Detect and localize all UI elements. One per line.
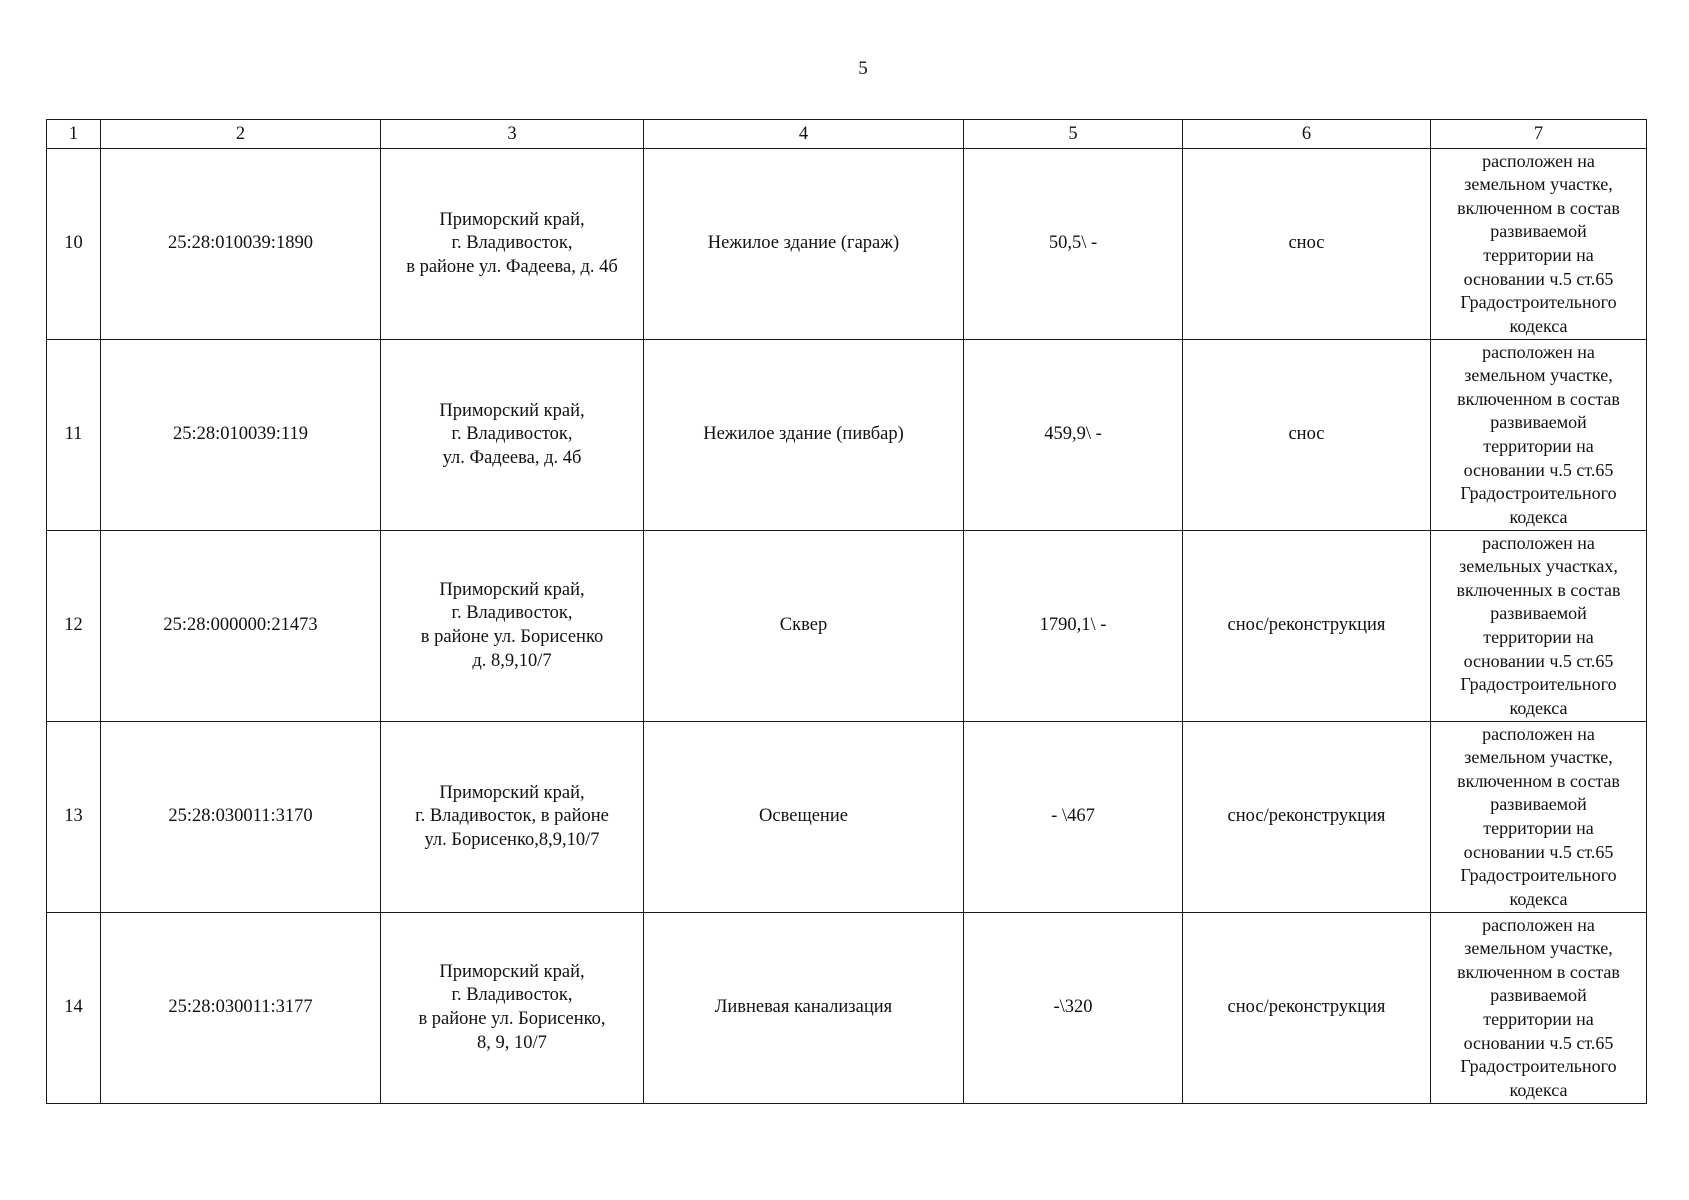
table-row [47,531,1647,722]
note-line: Градостроительного [1460,483,1617,504]
note-line: кодекса [1509,1079,1568,1100]
table-row [47,149,1647,340]
page-number: 5 [858,58,868,79]
address-line: г. Владивосток, [451,603,573,624]
note-line: территории на [1483,627,1594,647]
note-line: кодекса [1509,888,1568,909]
row-number-cell: 14 [47,913,101,1104]
address-cell [381,913,644,1104]
column-number: 5 [964,120,1183,149]
action-cell: снос [1183,149,1431,340]
table-row [47,913,1647,1104]
address-line: Приморский край, [439,400,585,421]
row-number-cell: 12 [47,531,101,722]
address-line: в районе ул. Борисенко, [418,1009,606,1029]
object-name-cell: Освещение [644,722,964,913]
cadastral-number-cell: 25:28:010039:119 [101,340,381,531]
address-cell [381,149,644,340]
row-number-cell: 13 [47,722,101,913]
column-number: 6 [1183,120,1431,149]
objects-table [46,119,1647,1104]
action-cell: снос/реконструкция [1183,722,1431,913]
address-line: г. Владивосток, [451,424,573,445]
note-line: включенном в состав [1457,961,1620,982]
note-line: основании ч.5 ст.65 [1463,650,1614,671]
note-line: кодекса [1509,697,1568,718]
note-line: территории на [1483,818,1594,838]
area-cell: -\320 [964,913,1183,1104]
column-number: 7 [1431,120,1647,149]
note-cell [1431,340,1647,531]
note-line: расположен на [1482,150,1595,171]
address-line: г. Владивосток, [451,985,573,1006]
cadastral-number-cell: 25:28:030011:3170 [101,722,381,913]
cadastral-number-cell: 25:28:030011:3177 [101,913,381,1104]
note-line: расположен на [1482,341,1595,362]
area-cell: - \467 [964,722,1183,913]
object-name-cell: Сквер [644,531,964,722]
address-line: Приморский край, [439,782,585,803]
note-line: основании ч.5 ст.65 [1463,268,1614,289]
column-number: 3 [381,120,644,149]
note-line: территории на [1483,436,1594,456]
note-line: земельном участке, [1464,365,1613,386]
note-line: расположен на [1482,723,1595,744]
note-line: развиваемой [1490,221,1587,242]
note-line: включенном в состав [1457,197,1620,218]
note-line: развиваемой [1490,985,1587,1006]
address-line: в районе ул. Борисенко [420,627,604,647]
note-cell [1431,722,1647,913]
action-cell: снос/реконструкция [1183,913,1431,1104]
note-line: основании ч.5 ст.65 [1463,841,1614,862]
note-line: основании ч.5 ст.65 [1463,1032,1614,1053]
area-cell: 459,9\ - [964,340,1183,531]
area-cell: 1790,1\ - [964,531,1183,722]
note-line: развиваемой [1490,794,1587,815]
note-line: основании ч.5 ст.65 [1463,459,1614,480]
note-line: включенном в состав [1457,770,1620,791]
note-line: земельных участках, [1459,556,1618,577]
note-cell [1431,531,1647,722]
address-line: Приморский край, [439,209,585,230]
note-line: кодекса [1509,315,1568,336]
address-cell [381,531,644,722]
table-row [47,340,1647,531]
cadastral-number-cell: 25:28:010039:1890 [101,149,381,340]
note-line: расположен на [1482,914,1595,935]
note-line: земельном участке, [1464,174,1613,195]
address-line: Приморский край, [439,579,585,600]
column-number: 4 [644,120,964,149]
address-line: г. Владивосток, [451,233,573,254]
note-line: включенном в состав [1457,388,1620,409]
action-cell: снос/реконструкция [1183,531,1431,722]
note-line: Градостроительного [1460,674,1617,695]
cadastral-number-cell: 25:28:000000:21473 [101,531,381,722]
column-number: 2 [101,120,381,149]
address-line: в районе ул. Фадеева, д. 4б [406,256,618,277]
object-name-cell: Ливневая канализация [644,913,964,1104]
address-cell [381,722,644,913]
address-line: ул. Борисенко,8,9,10/7 [424,829,600,850]
note-line: земельном участке, [1464,938,1613,959]
row-number-cell: 11 [47,340,101,531]
note-line: Градостроительного [1460,1056,1617,1077]
address-line: 8, 9, 10/7 [477,1032,547,1053]
table-row [47,722,1647,913]
row-number-cell: 10 [47,149,101,340]
note-line: кодекса [1509,506,1568,527]
object-name-cell: Нежилое здание (пивбар) [644,340,964,531]
note-line: земельном участке, [1464,747,1613,768]
address-line: д. 8,9,10/7 [472,650,552,671]
address-line: Приморский край, [439,961,585,982]
note-line: Градостроительного [1460,292,1617,313]
note-line: территории на [1483,1009,1594,1029]
note-line: развиваемой [1490,603,1587,624]
area-cell: 50,5\ - [964,149,1183,340]
address-line: г. Владивосток, в районе [415,806,609,827]
object-name-cell: Нежилое здание (гараж) [644,149,964,340]
column-number: 1 [47,120,101,149]
note-cell [1431,913,1647,1104]
action-cell: снос [1183,340,1431,531]
note-line: включенных в состав [1456,579,1621,600]
column-number-row [47,120,1647,149]
note-cell [1431,149,1647,340]
note-line: территории на [1483,245,1594,265]
note-line: расположен на [1482,532,1595,553]
note-line: развиваемой [1490,412,1587,433]
address-cell [381,340,644,531]
address-line: ул. Фадеева, д. 4б [442,447,582,468]
note-line: Градостроительного [1460,865,1617,886]
